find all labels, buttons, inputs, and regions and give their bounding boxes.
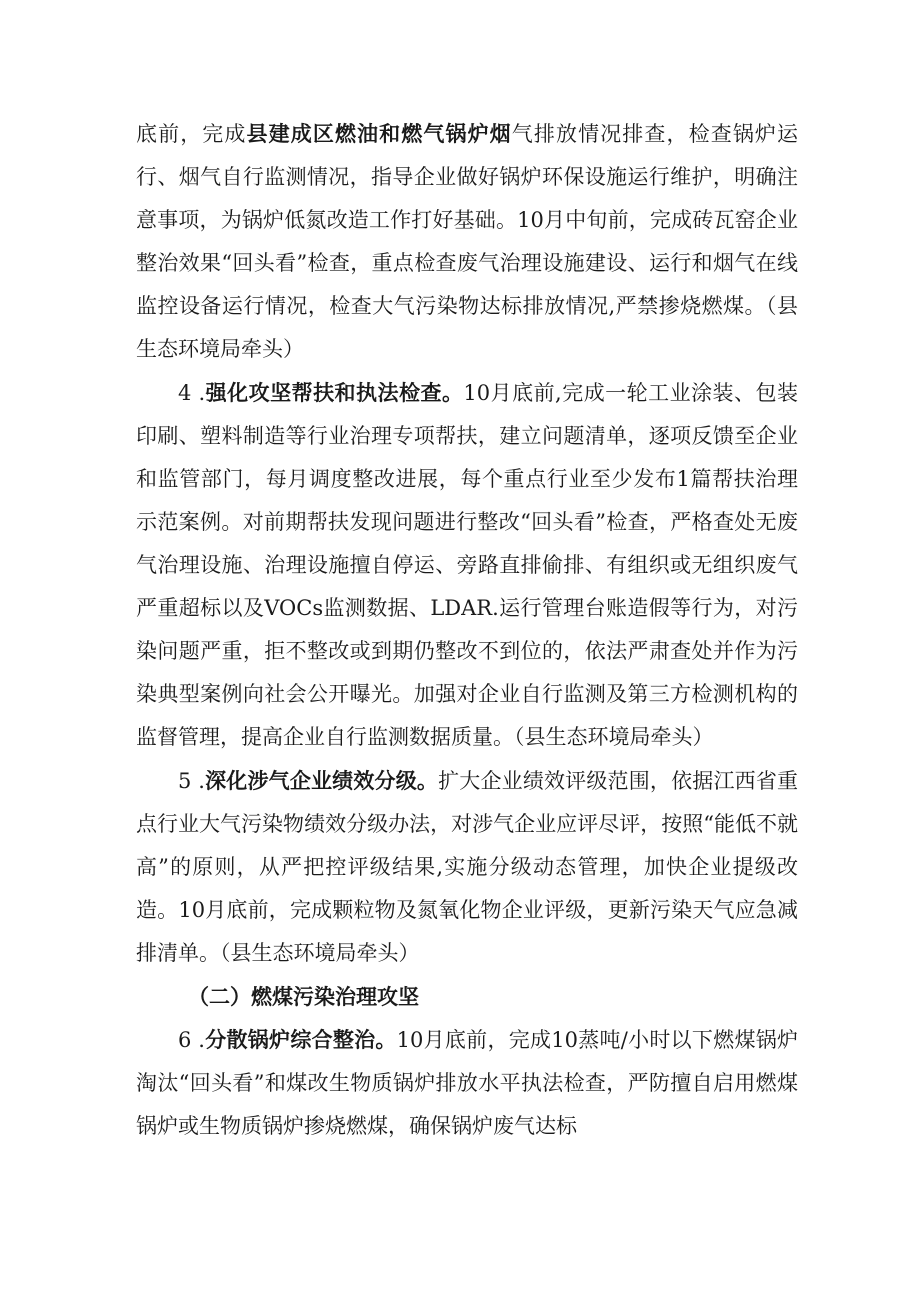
item-number: 6 .	[178, 1028, 205, 1052]
paragraph-boiler-inspection	[136, 112, 798, 371]
item-number: 5 .	[178, 769, 205, 793]
bold-run: 县建成区燃油和燃气锅炉烟	[246, 121, 512, 146]
paragraph-item-6	[136, 1018, 798, 1148]
run: 气排放情况排查，检查锅炉运行、烟气自行监测情况，指导企业做好锅炉环保设施运行维护，明确注意事项，为锅炉低氮改造工作打好基础。10月中旬前，完成砖瓦窑企业整治效果“回头看”检查，重点检查废气治理设施建设、运行和烟气在线监控设备运行情况，检查大气污染物达标排放情况,严禁掺烧燃煤。（县生态环境局牵头）	[136, 122, 799, 361]
item-body: 扩大企业绩效评级范围，依据江西省重点行业大气污染物绩效分级办法，对涉气企业应评尽评，按照“能低不就高”的原则，从严把控评级结果,实施分级动态管理，加快企业提级改造。10月底前，完成颗粒物及氮氧化物企业评级，更新污染天气应急减排清单。（县生态环境局牵头）	[136, 769, 799, 965]
item-heading: 深化涉气企业绩效分级。	[204, 768, 439, 793]
paragraph-item-5	[136, 759, 798, 975]
item-number: 4 .	[178, 381, 206, 405]
section-heading: （二）燃煤污染治理攻坚	[188, 984, 419, 1009]
item-heading: 强化攻坚帮扶和执法检查。	[205, 380, 464, 405]
run: 底前，完成	[136, 122, 247, 146]
item-heading: 分散锅炉综合整治。	[204, 1027, 397, 1052]
item-body: 10月底前,完成一轮工业涂装、包装印刷、塑料制造等行业治理专项帮扶，建立问题清单，逐项反馈至企业和监管部门，每月调度整改进展，每个重点行业至少发布1篇帮扶治理示范案例。对前期帮扶发现问题进行整改“回头看”检查，严格查处无废气治理设施、治理设施擅自停运、旁路直排偷排、有组织或无组织废气严重超标以及VOCs监测数据、LDAR.运行管理台账造假等行为，对污染问题严重，拒不整改或到期仍整改不到位的，依法严肃查处并作为污染典型案例向社会公开曝光。加强对企业自行监测及第三方检测机构的监督管理，提高企业自行监测数据质量。（县生态环境局牵头）	[136, 381, 798, 749]
paragraph-item-4	[136, 371, 798, 759]
document-page	[136, 112, 798, 1148]
item-body: 10月底前，完成10蒸吨/小时以下燃煤锅炉淘汰“回头看”和煤改生物质锅炉排放水平执法检查，严防擅自启用燃煤锅炉或生物质锅炉掺烧燃煤，确保锅炉废气达标	[136, 1028, 798, 1138]
